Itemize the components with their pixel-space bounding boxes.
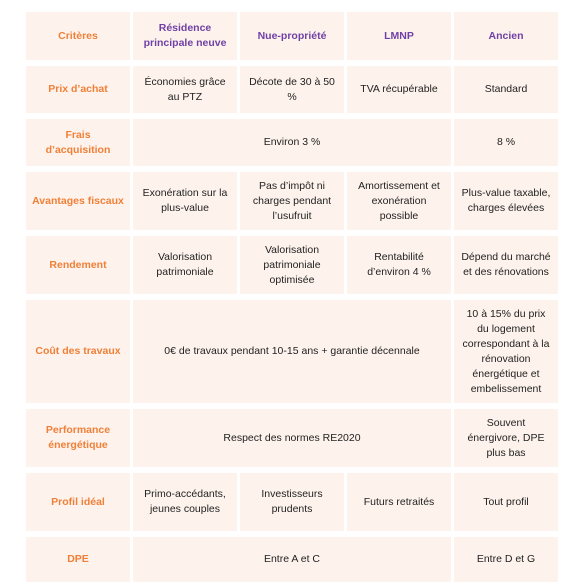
header-lmnp: LMNP [347, 12, 451, 60]
cell-dpe-shared: Entre A et C [133, 537, 451, 582]
row-label-rendement: Rendement [26, 236, 130, 294]
row-label-prix-achat: Prix d’achat [26, 66, 130, 113]
header-criteria: Critères [26, 12, 130, 60]
cell-prix-achat-ancien: Standard [454, 66, 558, 113]
header-ancien: Ancien [454, 12, 558, 60]
cell-rendement-nue: Valorisation patrimoniale optimisée [240, 236, 344, 294]
row-label-profil: Profil idéal [26, 473, 130, 531]
cell-profil-residence: Primo-accédants, jeunes couples [133, 473, 237, 531]
cell-prix-achat-residence: Économies grâce au PTZ [133, 66, 237, 113]
cell-performance-ancien: Souvent énergivore, DPE plus bas [454, 409, 558, 467]
header-residence: Résidence principale neuve [133, 12, 237, 60]
cell-performance-shared: Respect des normes RE2020 [133, 409, 451, 467]
cell-rendement-lmnp: Rentabilité d’environ 4 % [347, 236, 451, 294]
cell-avantages-ancien: Plus-value taxable, charges élevées [454, 172, 558, 230]
cell-frais-acquisition-ancien: 8 % [454, 119, 558, 166]
header-nue-propriete: Nue-propriété [240, 12, 344, 60]
cell-profil-lmnp: Futurs retraités [347, 473, 451, 531]
cell-cout-travaux-shared: 0€ de travaux pendant 10-15 ans + garantie décennale [133, 300, 451, 403]
row-label-performance: Performance énergétique [26, 409, 130, 467]
cell-rendement-ancien: Dépend du marché et des rénovations [454, 236, 558, 294]
cell-profil-ancien: Tout profil [454, 473, 558, 531]
row-label-cout-travaux: Coût des travaux [26, 300, 130, 403]
row-label-dpe: DPE [26, 537, 130, 582]
row-label-avantages-fiscaux: Avantages fiscaux [26, 172, 130, 230]
cell-avantages-nue: Pas d’impôt ni charges pendant l’usufruit [240, 172, 344, 230]
cell-frais-acquisition-shared: Environ 3 % [133, 119, 451, 166]
cell-profil-nue: Investisseurs prudents [240, 473, 344, 531]
cell-cout-travaux-ancien: 10 à 15% du prix du logement correspondant à la rénovation énergétique et embelissement [454, 300, 558, 403]
row-label-frais-acquisition: Frais d’acquisition [26, 119, 130, 166]
cell-avantages-lmnp: Amortissement et exonération possible [347, 172, 451, 230]
cell-prix-achat-lmnp: TVA récupérable [347, 66, 451, 113]
cell-dpe-ancien: Entre D et G [454, 537, 558, 582]
cell-avantages-residence: Exonération sur la plus-value [133, 172, 237, 230]
cell-prix-achat-nue: Décote de 30 à 50 % [240, 66, 344, 113]
comparison-table [26, 12, 558, 582]
cell-rendement-residence: Valorisation patrimoniale [133, 236, 237, 294]
